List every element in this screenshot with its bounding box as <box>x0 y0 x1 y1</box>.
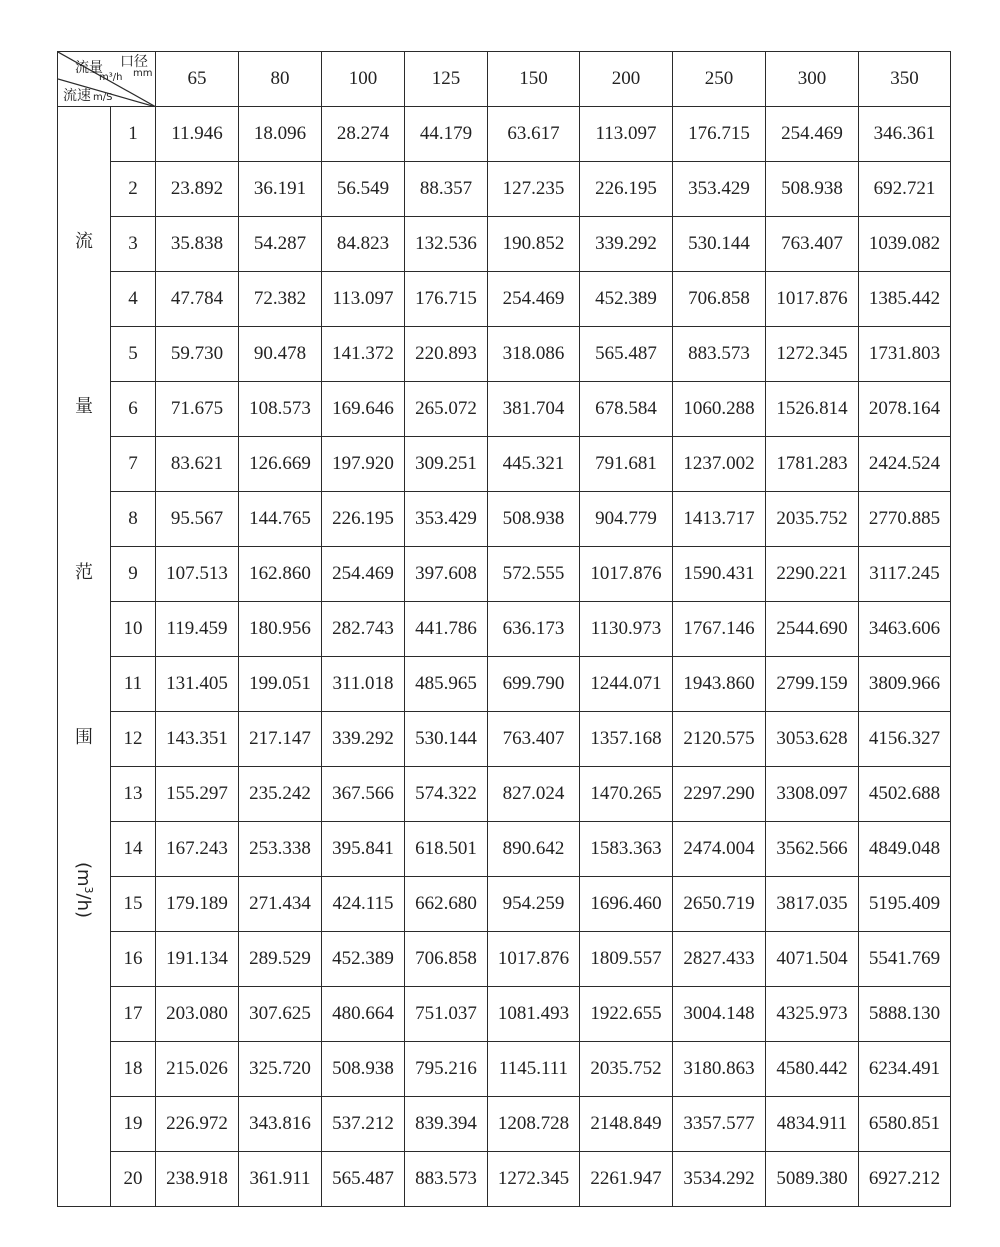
flow-value-cell: 4834.911 <box>766 1097 859 1152</box>
diameter-header-cell: 200 <box>580 52 673 107</box>
flow-range-side-label <box>58 107 111 1207</box>
diameter-header-cell: 250 <box>673 52 766 107</box>
flow-value-cell: 424.115 <box>322 877 405 932</box>
flow-value-cell: 763.407 <box>766 217 859 272</box>
flow-value-cell: 197.920 <box>322 437 405 492</box>
flow-value-cell: 791.681 <box>580 437 673 492</box>
flow-value-cell: 132.536 <box>405 217 488 272</box>
flow-value-cell: 1060.288 <box>673 382 766 437</box>
flow-value-cell: 537.212 <box>322 1097 405 1152</box>
flow-value-cell: 2799.159 <box>766 657 859 712</box>
flow-value-cell: 5195.409 <box>859 877 951 932</box>
flow-value-cell: 883.573 <box>405 1152 488 1207</box>
diameter-header-cell: 125 <box>405 52 488 107</box>
flow-value-cell: 4580.442 <box>766 1042 859 1097</box>
table-row <box>58 382 951 437</box>
table-row <box>58 1042 951 1097</box>
flow-value-cell: 126.669 <box>239 437 322 492</box>
flow-value-cell: 1583.363 <box>580 822 673 877</box>
flow-value-cell: 1731.803 <box>859 327 951 382</box>
velocity-cell: 4 <box>111 272 156 327</box>
flow-value-cell: 3004.148 <box>673 987 766 1042</box>
velocity-cell: 10 <box>111 602 156 657</box>
flow-value-cell: 452.389 <box>580 272 673 327</box>
velocity-cell: 6 <box>111 382 156 437</box>
side-unit-open: (m <box>73 861 94 887</box>
flow-value-cell: 1208.728 <box>488 1097 580 1152</box>
side-unit-close: /h) <box>73 893 94 919</box>
flow-value-cell: 3562.566 <box>766 822 859 877</box>
flow-value-cell: 311.018 <box>322 657 405 712</box>
velocity-cell: 8 <box>111 492 156 547</box>
flow-value-cell: 1590.431 <box>673 547 766 602</box>
flow-value-cell: 827.024 <box>488 767 580 822</box>
velocity-unit: m/S <box>93 92 113 103</box>
flow-value-cell: 530.144 <box>405 712 488 767</box>
flow-value-cell: 1039.082 <box>859 217 951 272</box>
flow-value-cell: 678.584 <box>580 382 673 437</box>
flow-value-cell: 508.938 <box>322 1042 405 1097</box>
flow-value-cell: 3053.628 <box>766 712 859 767</box>
flow-value-cell: 2770.885 <box>859 492 951 547</box>
diameter-header-cell: 350 <box>859 52 951 107</box>
flow-value-cell: 141.372 <box>322 327 405 382</box>
flow-value-cell: 1272.345 <box>766 327 859 382</box>
flow-value-cell: 226.195 <box>580 162 673 217</box>
velocity-cell: 1 <box>111 107 156 162</box>
velocity-cell: 5 <box>111 327 156 382</box>
flow-value-cell: 1272.345 <box>488 1152 580 1207</box>
flow-value-cell: 254.469 <box>322 547 405 602</box>
flow-value-cell: 44.179 <box>405 107 488 162</box>
flow-value-cell: 572.555 <box>488 547 580 602</box>
flow-value-cell: 1017.876 <box>580 547 673 602</box>
flow-value-cell: 325.720 <box>239 1042 322 1097</box>
flow-value-cell: 4325.973 <box>766 987 859 1042</box>
flow-value-cell: 131.405 <box>156 657 239 712</box>
flow-value-cell: 71.675 <box>156 382 239 437</box>
side-label-char: 流 <box>75 231 93 252</box>
diameter-header-cell: 65 <box>156 52 239 107</box>
flow-value-cell: 2120.575 <box>673 712 766 767</box>
flow-value-cell: 3534.292 <box>673 1152 766 1207</box>
flow-value-cell: 706.858 <box>405 932 488 987</box>
flow-value-cell: 35.838 <box>156 217 239 272</box>
flow-value-cell: 565.487 <box>322 1152 405 1207</box>
flow-value-cell: 4156.327 <box>859 712 951 767</box>
flow-value-cell: 699.790 <box>488 657 580 712</box>
flow-value-cell: 88.357 <box>405 162 488 217</box>
table-row <box>58 657 951 712</box>
diameter-header-cell: 80 <box>239 52 322 107</box>
velocity-label: 流速 <box>63 88 91 104</box>
flow-value-cell: 343.816 <box>239 1097 322 1152</box>
flow-value-cell: 1470.265 <box>580 767 673 822</box>
flow-value-cell: 452.389 <box>322 932 405 987</box>
flow-value-cell: 353.429 <box>673 162 766 217</box>
flow-value-cell: 235.242 <box>239 767 322 822</box>
flow-value-cell: 56.549 <box>322 162 405 217</box>
velocity-cell: 2 <box>111 162 156 217</box>
flow-value-cell: 28.274 <box>322 107 405 162</box>
flow-value-cell: 318.086 <box>488 327 580 382</box>
flow-value-cell: 90.478 <box>239 327 322 382</box>
flow-value-cell: 47.784 <box>156 272 239 327</box>
flow-value-cell: 353.429 <box>405 492 488 547</box>
flow-value-cell: 904.779 <box>580 492 673 547</box>
flow-value-cell: 6580.851 <box>859 1097 951 1152</box>
flow-value-cell: 662.680 <box>405 877 488 932</box>
flow-value-cell: 6234.491 <box>859 1042 951 1097</box>
velocity-cell: 15 <box>111 877 156 932</box>
flow-value-cell: 1526.814 <box>766 382 859 437</box>
flow-rate-table <box>57 51 951 1207</box>
table-row <box>58 712 951 767</box>
flow-value-cell: 3809.966 <box>859 657 951 712</box>
flow-value-cell: 307.625 <box>239 987 322 1042</box>
flow-value-cell: 113.097 <box>580 107 673 162</box>
flow-value-cell: 119.459 <box>156 602 239 657</box>
flow-value-cell: 23.892 <box>156 162 239 217</box>
flow-value-cell: 107.513 <box>156 547 239 602</box>
flow-value-cell: 346.361 <box>859 107 951 162</box>
flow-value-cell: 155.297 <box>156 767 239 822</box>
flow-value-cell: 191.134 <box>156 932 239 987</box>
velocity-cell: 7 <box>111 437 156 492</box>
table-row <box>58 217 951 272</box>
flow-value-cell: 18.096 <box>239 107 322 162</box>
flow-value-cell: 485.965 <box>405 657 488 712</box>
velocity-cell: 11 <box>111 657 156 712</box>
flow-value-cell: 199.051 <box>239 657 322 712</box>
flow-value-cell: 144.765 <box>239 492 322 547</box>
flow-value-cell: 1237.002 <box>673 437 766 492</box>
flow-value-cell: 6927.212 <box>859 1152 951 1207</box>
flow-value-cell: 3180.863 <box>673 1042 766 1097</box>
flow-value-cell: 1781.283 <box>766 437 859 492</box>
flow-value-cell: 751.037 <box>405 987 488 1042</box>
table-row <box>58 1097 951 1152</box>
flow-value-cell: 441.786 <box>405 602 488 657</box>
flow-value-cell: 2297.290 <box>673 767 766 822</box>
flow-value-cell: 1413.717 <box>673 492 766 547</box>
table-row <box>58 932 951 987</box>
flow-value-cell: 180.956 <box>239 602 322 657</box>
flow-value-cell: 954.259 <box>488 877 580 932</box>
flow-value-cell: 763.407 <box>488 712 580 767</box>
flow-value-cell: 1017.876 <box>766 272 859 327</box>
flow-label: 流量 <box>75 60 103 76</box>
table-row <box>58 602 951 657</box>
velocity-cell: 12 <box>111 712 156 767</box>
flow-value-cell: 72.382 <box>239 272 322 327</box>
flow-value-cell: 179.189 <box>156 877 239 932</box>
flow-value-cell: 2474.004 <box>673 822 766 877</box>
flow-value-cell: 4071.504 <box>766 932 859 987</box>
table-row <box>58 1152 951 1207</box>
velocity-cell: 18 <box>111 1042 156 1097</box>
flow-value-cell: 3308.097 <box>766 767 859 822</box>
flow-value-cell: 113.097 <box>322 272 405 327</box>
diameter-header-cell: 150 <box>488 52 580 107</box>
diameter-unit: mm <box>133 68 153 79</box>
flow-value-cell: 1017.876 <box>488 932 580 987</box>
flow-value-cell: 3117.245 <box>859 547 951 602</box>
flow-value-cell: 226.195 <box>322 492 405 547</box>
flow-value-cell: 2078.164 <box>859 382 951 437</box>
velocity-cell: 17 <box>111 987 156 1042</box>
flow-value-cell: 4502.688 <box>859 767 951 822</box>
flow-value-cell: 890.642 <box>488 822 580 877</box>
flow-value-cell: 127.235 <box>488 162 580 217</box>
flow-value-cell: 618.501 <box>405 822 488 877</box>
flow-value-cell: 220.893 <box>405 327 488 382</box>
flow-value-cell: 397.608 <box>405 547 488 602</box>
flow-value-cell: 530.144 <box>673 217 766 272</box>
flow-value-cell: 190.852 <box>488 217 580 272</box>
side-label-unit <box>73 850 95 930</box>
side-label-char: 量 <box>75 396 93 417</box>
table-row <box>58 822 951 877</box>
velocity-cell: 9 <box>111 547 156 602</box>
flow-value-cell: 2424.524 <box>859 437 951 492</box>
flow-value-cell: 339.292 <box>580 217 673 272</box>
flow-value-cell: 176.715 <box>673 107 766 162</box>
flow-value-cell: 1081.493 <box>488 987 580 1042</box>
flow-value-cell: 289.529 <box>239 932 322 987</box>
flow-value-cell: 508.938 <box>766 162 859 217</box>
flow-value-cell: 2035.752 <box>766 492 859 547</box>
flow-value-cell: 95.567 <box>156 492 239 547</box>
diameter-header-cell: 300 <box>766 52 859 107</box>
velocity-cell: 14 <box>111 822 156 877</box>
flow-value-cell: 84.823 <box>322 217 405 272</box>
flow-value-cell: 2827.433 <box>673 932 766 987</box>
side-unit-sup: 3 <box>82 886 95 894</box>
table-row <box>58 107 951 162</box>
flow-value-cell: 2261.947 <box>580 1152 673 1207</box>
flow-value-cell: 3463.606 <box>859 602 951 657</box>
flow-value-cell: 480.664 <box>322 987 405 1042</box>
flow-value-cell: 839.394 <box>405 1097 488 1152</box>
flow-value-cell: 1385.442 <box>859 272 951 327</box>
flow-value-cell: 108.573 <box>239 382 322 437</box>
flow-value-cell: 271.434 <box>239 877 322 932</box>
flow-value-cell: 692.721 <box>859 162 951 217</box>
flow-value-cell: 1696.460 <box>580 877 673 932</box>
flow-value-cell: 2650.719 <box>673 877 766 932</box>
table-row <box>58 767 951 822</box>
flow-value-cell: 4849.048 <box>859 822 951 877</box>
flow-value-cell: 1767.146 <box>673 602 766 657</box>
flow-value-cell: 238.918 <box>156 1152 239 1207</box>
velocity-cell: 20 <box>111 1152 156 1207</box>
flow-value-cell: 361.911 <box>239 1152 322 1207</box>
flow-value-cell: 2035.752 <box>580 1042 673 1097</box>
flow-value-cell: 1357.168 <box>580 712 673 767</box>
flow-value-cell: 367.566 <box>322 767 405 822</box>
flow-value-cell: 162.860 <box>239 547 322 602</box>
table-row <box>58 437 951 492</box>
flow-value-cell: 217.147 <box>239 712 322 767</box>
flow-value-cell: 636.173 <box>488 602 580 657</box>
flow-value-cell: 508.938 <box>488 492 580 547</box>
diameter-header-cell: 100 <box>322 52 405 107</box>
table-row <box>58 327 951 382</box>
flow-value-cell: 59.730 <box>156 327 239 382</box>
flow-value-cell: 1244.071 <box>580 657 673 712</box>
flow-value-cell: 574.322 <box>405 767 488 822</box>
flow-value-cell: 795.216 <box>405 1042 488 1097</box>
flow-value-cell: 3357.577 <box>673 1097 766 1152</box>
flow-value-cell: 339.292 <box>322 712 405 767</box>
flow-value-cell: 54.287 <box>239 217 322 272</box>
velocity-cell: 13 <box>111 767 156 822</box>
flow-value-cell: 83.621 <box>156 437 239 492</box>
flow-value-cell: 1943.860 <box>673 657 766 712</box>
flow-value-cell: 203.080 <box>156 987 239 1042</box>
velocity-cell: 16 <box>111 932 156 987</box>
side-label-char: 范 <box>75 562 93 583</box>
flow-value-cell: 3817.035 <box>766 877 859 932</box>
table-row <box>58 492 951 547</box>
flow-value-cell: 565.487 <box>580 327 673 382</box>
side-label-char: 围 <box>75 727 93 748</box>
flow-value-cell: 706.858 <box>673 272 766 327</box>
flow-value-cell: 5089.380 <box>766 1152 859 1207</box>
flow-value-cell: 883.573 <box>673 327 766 382</box>
header-row <box>58 52 951 107</box>
velocity-cell: 19 <box>111 1097 156 1152</box>
flow-value-cell: 445.321 <box>488 437 580 492</box>
table-row <box>58 877 951 932</box>
corner-header-cell <box>58 52 156 107</box>
flow-value-cell: 36.191 <box>239 162 322 217</box>
flow-value-cell: 1809.557 <box>580 932 673 987</box>
flow-value-cell: 254.469 <box>766 107 859 162</box>
flow-value-cell: 169.646 <box>322 382 405 437</box>
flow-value-cell: 63.617 <box>488 107 580 162</box>
flow-value-cell: 253.338 <box>239 822 322 877</box>
flow-value-cell: 176.715 <box>405 272 488 327</box>
flow-value-cell: 215.026 <box>156 1042 239 1097</box>
flow-value-cell: 254.469 <box>488 272 580 327</box>
flow-value-cell: 2544.690 <box>766 602 859 657</box>
flow-unit: m³/h <box>99 72 123 83</box>
flow-value-cell: 1130.973 <box>580 602 673 657</box>
flow-value-cell: 381.704 <box>488 382 580 437</box>
flow-value-cell: 282.743 <box>322 602 405 657</box>
flow-value-cell: 309.251 <box>405 437 488 492</box>
diameter-label: 口径 <box>120 54 148 70</box>
flow-value-cell: 1922.655 <box>580 987 673 1042</box>
flow-value-cell: 167.243 <box>156 822 239 877</box>
table-row <box>58 987 951 1042</box>
flow-value-cell: 11.946 <box>156 107 239 162</box>
flow-value-cell: 1145.111 <box>488 1042 580 1097</box>
flow-value-cell: 5888.130 <box>859 987 951 1042</box>
table-row <box>58 162 951 217</box>
flow-value-cell: 265.072 <box>405 382 488 437</box>
flow-value-cell: 143.351 <box>156 712 239 767</box>
table-row <box>58 272 951 327</box>
flow-value-cell: 2290.221 <box>766 547 859 602</box>
velocity-cell: 3 <box>111 217 156 272</box>
flow-value-cell: 395.841 <box>322 822 405 877</box>
flow-value-cell: 5541.769 <box>859 932 951 987</box>
flow-value-cell: 226.972 <box>156 1097 239 1152</box>
table-row <box>58 547 951 602</box>
flow-value-cell: 2148.849 <box>580 1097 673 1152</box>
